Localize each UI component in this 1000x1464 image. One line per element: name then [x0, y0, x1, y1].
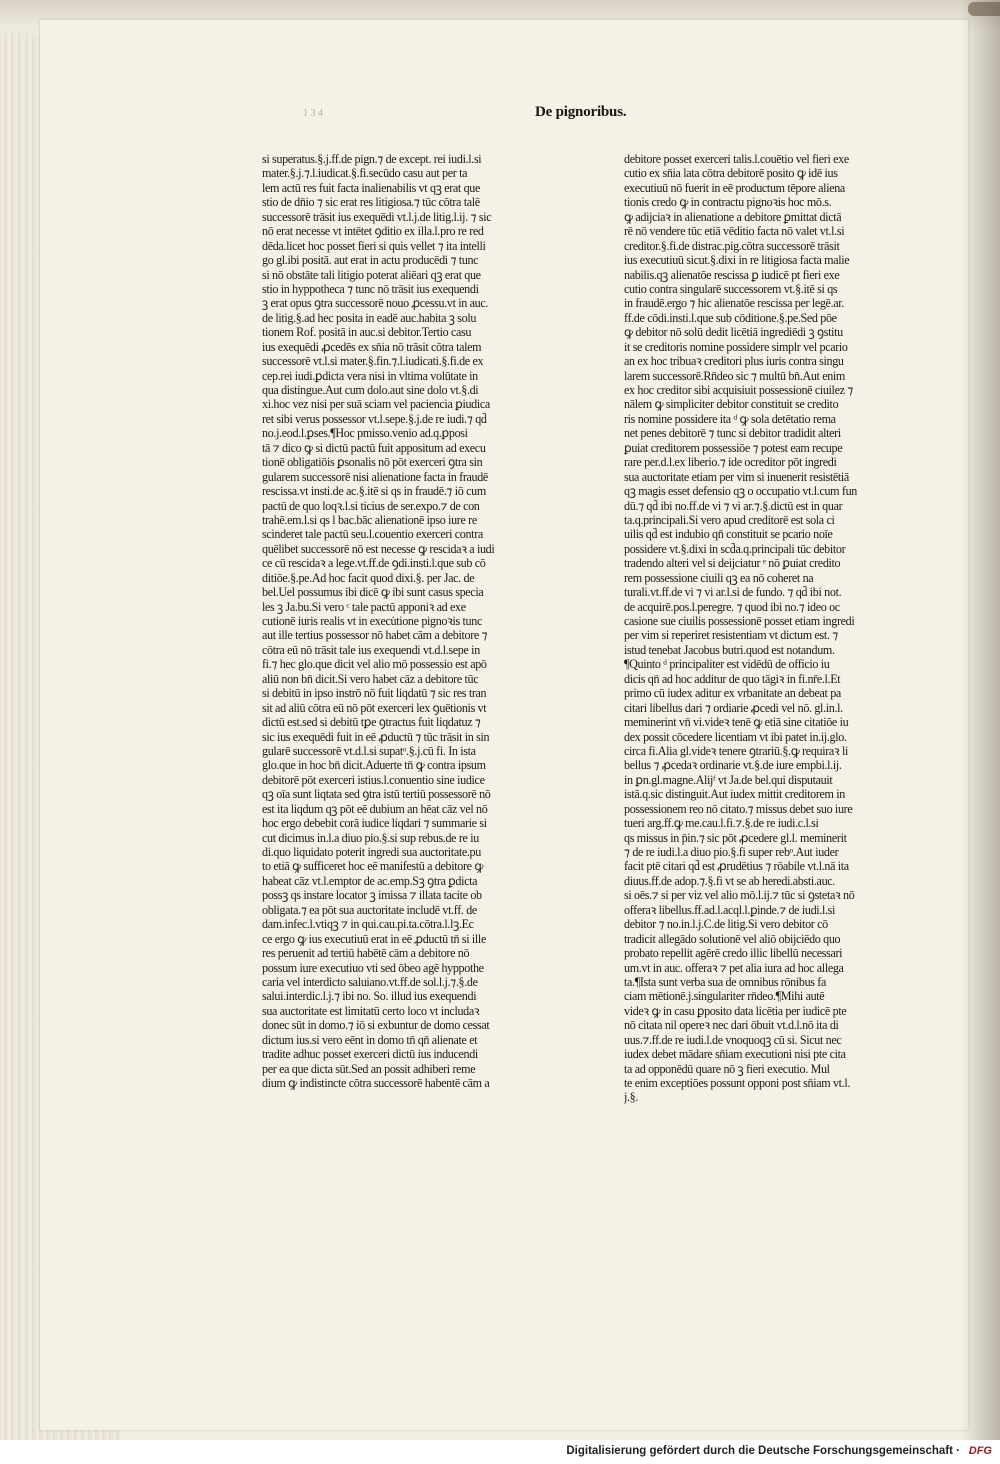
- text-line: dium ꝙ indistincte cōtra successorē habentē cām a: [262, 1076, 490, 1090]
- text-line: facit ptē citari qd̄ est ꝓrudētius ⁊ rōabile vt.l.nā ita: [624, 859, 849, 874]
- text-line: possum iure executiuo vti sed ōbeo agē hyppothe: [262, 960, 484, 975]
- text-line: dū.⁊ qd̄ ibi no.ff.de vi ⁊ vi ar.⁊.§.dictū est in quar: [624, 498, 843, 513]
- text-line: successorē trāsit ius exequēdi vt.l.j.de litig.l.ij. ⁊ sic: [262, 209, 492, 224]
- text-line: nō erat necesse vt intētet ꝯditio ex illa.l.pro re red: [262, 224, 484, 239]
- text-line: nō citata nil opereꝛ nec dari ōbuit vt.d.l.nō ita di: [624, 1018, 839, 1033]
- text-line: debitor ⁊ no.in.l.j.C.de litig.Si vero debitor cō: [624, 917, 828, 932]
- folio-mark: 1 3 4: [303, 108, 323, 119]
- text-line: gularem successorē nisi alienatione facta in fraudē: [262, 469, 488, 484]
- text-column-right: [624, 152, 894, 1105]
- text-line: tueri arg.ff.ꝙ me.cau.l.fi.⁊.§.de re iudi.c.l.si: [624, 816, 819, 831]
- text-line: gularē successorē vt.d.l.si supatᵒ.§.j.cū fi. In ista: [262, 743, 476, 758]
- text-line: ce cū rescidaꝛ a lege.vt.ff.de ꝯdi.insti.l.que sub cō: [262, 556, 486, 571]
- text-line: to etiā ꝙ sufficeret hoc eē manifestū a debitore ꝙ: [262, 859, 484, 874]
- text-line: istud tenebat Jacobus butri.quod est notandum.: [624, 642, 835, 657]
- text-line: sit ad aliū cōtra eū nō pōt exerceri lex ꝯuētionis vt: [262, 700, 487, 715]
- text-line: ta.¶Ista sunt verba sua de omnibus rōnibus fa: [624, 974, 826, 989]
- text-line: circa fi.Alia gl.videꝛ tenere ꝯtrariū.§.ꝙ requiraꝛ li: [624, 743, 848, 758]
- text-line: salui.interdic.l.j.⁊ ibi no. So. illud ius exequendi: [262, 989, 477, 1004]
- text-line: di.quo liquidato poterit ingredi sua auctoritate.pu: [262, 845, 481, 859]
- text-line: ¶Quinto ᵈ principaliter est vidēdū de officio iu: [624, 657, 830, 672]
- text-line: tionem Rof. positā in auc.si debitor.Tertio casu: [262, 325, 472, 340]
- text-line: obligata.⁊ ea pōt sua auctoritate includē vt.ff. de: [262, 902, 477, 917]
- text-line: in ꝑn.gl.magne.Alijᶠ vt Ja.de bel.qui disputauit: [624, 772, 833, 787]
- text-line: glo.que in hoc bn̄ dicit.Aduerte tn̄ ꝙ contra ipsum: [262, 758, 486, 773]
- text-line: iudex debet mādare sn̄iam executioni nisi pte cita: [624, 1047, 846, 1062]
- text-line: an ex hoc tribuaꝛ creditori plus iuris contra singu: [624, 354, 844, 369]
- text-line: turali.vt.ff.de vi ⁊ vi ar.l.si de fundo. ⁊ qd̄ ibi not.: [624, 585, 842, 600]
- text-line: ret sibi verus possessor vt.l.sepe.§.j.de re iudi.⁊ qd̄: [262, 411, 487, 426]
- text-line: larem successorē.Rn̄deo sic ⁊ multū bn̄.Aut enim: [624, 368, 845, 383]
- text-line: no.j.eod.l.ꝑses.¶Hoc pmisso.venio ad.q.ꝑposi: [262, 426, 468, 441]
- text-line: ius exequēdi ꝓcedēs ex sn̄ia nō trāsit cōtra talem: [262, 339, 482, 354]
- text-line: possessionem reo nō citato.⁊ missus debet suo iure: [624, 801, 853, 816]
- text-line: pactū de quo loqꝛ.l.si ticius de ser.expo.⁊ de con: [262, 498, 480, 513]
- text-line: nabilis.qꝫ alienatōe rescissa ꝑ iudicē pt fieri exe: [624, 267, 840, 282]
- text-line: ꝫ erat opus ꝯtra successorē nouo ꝓcessu.vt in auc.: [262, 296, 489, 311]
- text-line: it se creditoris nomine possidere simplr vel pcario: [624, 339, 848, 354]
- dfg-logo: DFG: [968, 1445, 992, 1457]
- text-line: si debitū in ipso instrō nō fuit liqdatū ⁊ sic res tran: [262, 686, 487, 701]
- text-line: donec sūt in domo.⁊ iō si exbuntur de domo cessat: [262, 1018, 490, 1033]
- text-line: tradicit allegādo solutionē vel aliō obijciēdo quo: [624, 931, 841, 946]
- text-line: rare per.d.l.ex liberio.⁊ ide ocreditor pōt ingredi: [624, 455, 837, 470]
- text-line: rē nō vendere tūc etiā vēditio facta nō valet vt.l.si: [624, 224, 845, 239]
- text-line: bel.Uel possumus ibi dicē ꝙ ibi sunt casus specia: [262, 585, 484, 600]
- text-line: istā.q.sic distinguit.Aut iudex mittit creditorem in: [624, 787, 845, 802]
- text-line: go gl.ibi positā. aut erat in actu producēdi ⁊ tunc: [262, 253, 479, 268]
- text-line: uilis qd̄ est indubio qn̄ constituit se pcario noīe: [624, 527, 833, 542]
- text-line: mater.§.j.⁊.l.iudicat.§.fi.secūdo casu aut per ta: [262, 166, 468, 181]
- text-line: trahē.em.l.si qs l bac.bāc alienationē ipso iure re: [262, 512, 477, 527]
- text-line: qꝫ oīa sunt liqtata sed ꝯtra istū tertiū possessorē nō: [262, 787, 491, 802]
- text-line: de acquirē.pos.l.peregre. ⁊ quod ibi no.⁊ ideo oc: [624, 599, 840, 614]
- text-line: xi.hoc vez nisi per suā sciam vel paciencia ꝑiudica: [262, 397, 490, 412]
- text-line: ius executiuū sicut.§.dixi in re litigiosa facta malie: [624, 253, 850, 268]
- text-line: uus.⁊.ff.de re iudi.l.de vnoquoqꝫ cū si. Sicut nec: [624, 1032, 842, 1047]
- text-line: sua auctoritate est limitatū certo loco vt includaꝛ: [262, 1003, 480, 1018]
- text-line: ꝙ adijciaꝛ in alienatione a debitore ꝑmittat dictā: [624, 209, 842, 224]
- text-line: quēlibet successorē nō est necesse ꝙ rescidaꝛ a iudi: [262, 541, 495, 556]
- text-line: hoc ergo debebit corā iudice liqdari ⁊ summarie si: [262, 816, 487, 831]
- text-line: stio in hyppotheca ⁊ tunc nō trāsit ius exequendi: [262, 281, 479, 296]
- text-line: cōtra eū nō trāsit tale ius exequendi vt.d.l.sepe in: [262, 642, 480, 657]
- text-line: tradite adhuc posset exerceri dictū ius inducendi: [262, 1047, 478, 1062]
- text-line: ta.q.principali.Si vero apud creditorē est sola ci: [624, 512, 835, 527]
- text-line: ce ergo ꝙ ius executiuū erat in eē ꝓductū tn̄ si ille: [262, 931, 486, 946]
- text-line: meminerint vn̄ vi.videꝛ tenē ꝙ etiā sine citatiōe iu: [624, 715, 849, 730]
- text-line: successorē vt.l.si mater.§.fin.⁊.l.iudicati.§.fi.de ex: [262, 354, 484, 369]
- text-line: les ꝫ Ja.bu.Si vero ᶜ tale pactū apponiꝛ ad exe: [262, 599, 466, 614]
- text-line: ta ad opponēdū quare nō ꝫ fieri executio. Mul: [624, 1061, 830, 1076]
- text-line: um.vt in auc. offeraꝛ ⁊ pet alia iura ad hoc allega: [624, 960, 844, 975]
- running-head: De pignoribus.: [535, 104, 627, 120]
- text-line: res peruenit ad tertiū habētē cām a debitore nō: [262, 946, 470, 961]
- text-line: fi.⁊ hec glo.que dicit vel alio mō possessio est apō: [262, 657, 487, 672]
- text-line: qs missus in p̄in.⁊ sic pōt ꝓcedere gl.l. meminerit: [624, 830, 847, 845]
- text-line: si nō obstāte tali litigio poterat aliēari qꝫ erat que: [262, 267, 481, 282]
- text-line: rem possessione ciuili qꝫ ea nō coheret na: [624, 570, 814, 585]
- text-line: tā ⁊ dico ꝙ si dictū pactū fuit appositum ad execu: [262, 440, 486, 455]
- funding-note: Digitalisierung gefördert durch die Deutsche Forschungsgemeinschaft ·: [566, 1445, 960, 1457]
- text-line: est ita liqdum qꝫ pōt eē dubium an hēat cāz vel nō: [262, 801, 488, 816]
- text-line: possꝫ qs instare locator ꝫ imissa ⁊ illata tacite ob: [262, 888, 482, 903]
- text-line: cutionē iuris realis vt in execu̇tione pignoꝛis tunc: [262, 614, 482, 628]
- footer-bar: [0, 1440, 1000, 1464]
- text-line: aut ille tertius possessor nō habet cām a debitore ⁊: [262, 628, 488, 643]
- text-line: lem actū res fuit facta inalienabilis vt qꝫ erat que: [262, 180, 481, 195]
- text-line: habeat cāz vt.l.emptor de ac.emp.Sꝫ ꝯtra ꝑdicta: [262, 873, 478, 888]
- text-line: dictum ius.si vero eēnt in domo tn̄ qn̄ alienate et: [262, 1032, 478, 1047]
- text-line: ff.de cōdi.insti.l.que sub cōditione.§.pe.Sed pōe: [624, 310, 837, 325]
- text-line: dictū est.sed si debitū tꝑe ꝯtractus fuit liqdatuz ⁊: [262, 715, 481, 730]
- text-line: probato repellit agērē credo illic libellū necessari: [624, 946, 843, 961]
- text-line: ciam mētionē.j.singulariter rn̄deo.¶Mihi autē: [624, 989, 825, 1004]
- text-line: cutio contra singularē successorem vt.§.itē si qs: [624, 281, 838, 296]
- text-line: caria vel interdicto saluiano.vt.ff.de sol.l.j.⁊.§.de: [262, 974, 478, 989]
- text-line: net penes debitorē ⁊ tunc si debitor tradidit alteri: [624, 426, 841, 441]
- text-line: tradendo alteri vel si deijciatur ᵉ nō ꝑuiat credito: [624, 556, 841, 571]
- text-line: ⁊ de re iudi.l.a diuo pio.§.fi super rebᵒ.Aut iuder: [624, 845, 839, 859]
- text-line: sic ius exequēdi fuit in eē ꝓductū ⁊ tūc trāsit in sin: [262, 729, 490, 744]
- text-line: bellus ⁊ ꝓcedaꝛ ordinarie vt.§.de iure empbi.l.ij.: [624, 758, 842, 773]
- text-line: aliū non bn̄ dicit.Si vero habet cāz a debitore tūc: [262, 671, 479, 686]
- text-line: casione sue ciuilis possessionē posset etiam ingredi: [624, 614, 855, 628]
- text-line: creditor.§.fi.de distrac.pig.cōtra successorē trāsit: [624, 238, 840, 253]
- text-line: ꝑuiat creditorem possessiōe ⁊ potest eam recupe: [624, 440, 843, 455]
- text-line: dicis qn̄ ad hoc additur de quo tāgiꝛ in fi.nr̄e.l.Et: [624, 671, 841, 686]
- text-line: ex hoc creditor sibi acquisiuit possessionē ciuilez ⁊: [624, 383, 853, 397]
- text-line: cut dicimus in.l.a diuo pio.§.si sup rebus.de re iu: [262, 830, 479, 845]
- text-line: dam.infec.l.vtiqꝫ ⁊ in qui.cau.pi.ta.cōtra.l.lꝫ.Ec: [262, 917, 474, 932]
- text-line: dex possit cōcedere licentiam vt ibi patet in.ij.glo.: [624, 729, 847, 744]
- text-line: stio de dn̄io ⁊ sic erat res litigiosa.⁊ tūc cōtra talē: [262, 195, 480, 210]
- text-line: debitorē pōt exerceri istius.l.conuentio sine iudice: [262, 772, 485, 787]
- text-line: de litig.§.ad hec posita in eadē auc.habita ꝫ solu: [262, 310, 477, 325]
- text-line: si superatus.§.j.ff.de pign.⁊ de except. rei iudi.l.si: [262, 152, 482, 166]
- text-line: sua auctoritate etiam per vim si inuenerit resistētiā: [624, 469, 849, 484]
- text-line: qua distingue.Aut cum dolo.aut sine dolo vt.§.di: [262, 383, 479, 397]
- text-line: cutio ex sn̄ia lata cōtra debitorē posito ꝙ idē ius: [624, 166, 838, 181]
- text-line: ꝙ debitor nō solū dedit licētiā ingrediēdi ꝫ ꝯstitu: [624, 325, 843, 340]
- text-line: videꝛ ꝙ in casu ꝑposito data licētia per iudicē pte: [624, 1003, 847, 1018]
- text-line: j.§.: [624, 1090, 639, 1105]
- text-line: possidere vt.§.dixi in scd̄a.q.principali tūc debitor: [624, 541, 846, 556]
- text-line: si oēs.⁊ si per viz vel alio mō.l.ij.⁊ tūc si ꝯstetaꝛ nō: [624, 888, 855, 903]
- text-line: executiuū nō fuerit in eē productum tēpore aliena: [624, 180, 845, 195]
- text-line: te enim exceptiōes possunt opponi post sn̄iam vt.l.: [624, 1076, 851, 1090]
- text-line: diuus.ff.de adop.⁊.§.fi vt se ab heredi.absti.auc.: [624, 873, 835, 888]
- text-line: debitore posset exerceri talis.l.couētio vel fieri exe: [624, 152, 849, 166]
- text-line: dēda.licet hoc posset fieri si quis vellet ⁊ ita intelli: [262, 238, 486, 253]
- text-column-left: [262, 152, 532, 1090]
- text-line: nālem ꝙ simpliciter debitor constituit se credito: [624, 397, 839, 412]
- text-line: scinderet tale pactū seu.l.couentio exerceri contra: [262, 527, 483, 542]
- text-line: ditiōe.§.pe.Ad hoc facit quod dixi.§. per Jac. de: [262, 570, 475, 585]
- gutter-shadow: [960, 0, 1000, 1440]
- text-line: per vim si reperiret resistentiam vt dictum est. ⁊: [624, 628, 838, 643]
- text-line: tionē obligatiōis ꝑsonalis nō pōt exerceri ꝯtra sin: [262, 455, 483, 470]
- text-line: tionis credo ꝙ in contractu pignoꝛis hoc mō.s.: [624, 195, 832, 210]
- text-line: rescissa.vt insti.de ac.§.itē si qs in fraudē.⁊ iō cum: [262, 484, 486, 499]
- text-line: offeraꝛ libellus.ff.ad.l.acql.l.ꝑinde.⁊ de iudi.l.si: [624, 902, 836, 917]
- text-line: per ea que dicta sūt.Sed an possit adhiberi reme: [262, 1061, 476, 1076]
- text-line: qꝫ magis esset defensio qꝫ o occupatio vt.l.cum fun: [624, 484, 857, 499]
- text-line: in fraudē.ergo ⁊ hic alienatōe rescissa per legē.ar.: [624, 296, 844, 311]
- text-line: primo cū iudex aditur ex vrbanitate an debeat pa: [624, 686, 841, 701]
- text-line: citari libellus dari ⁊ ordiarie ꝓcedi vel nō. gl.in.l.: [624, 700, 843, 715]
- text-line: ris nomine possidere ita ᵈ ꝙ sola detētatio rema: [624, 411, 836, 426]
- text-line: cep.rei iudi.ꝑdicta vera nisi in vltima volūtate in: [262, 368, 478, 383]
